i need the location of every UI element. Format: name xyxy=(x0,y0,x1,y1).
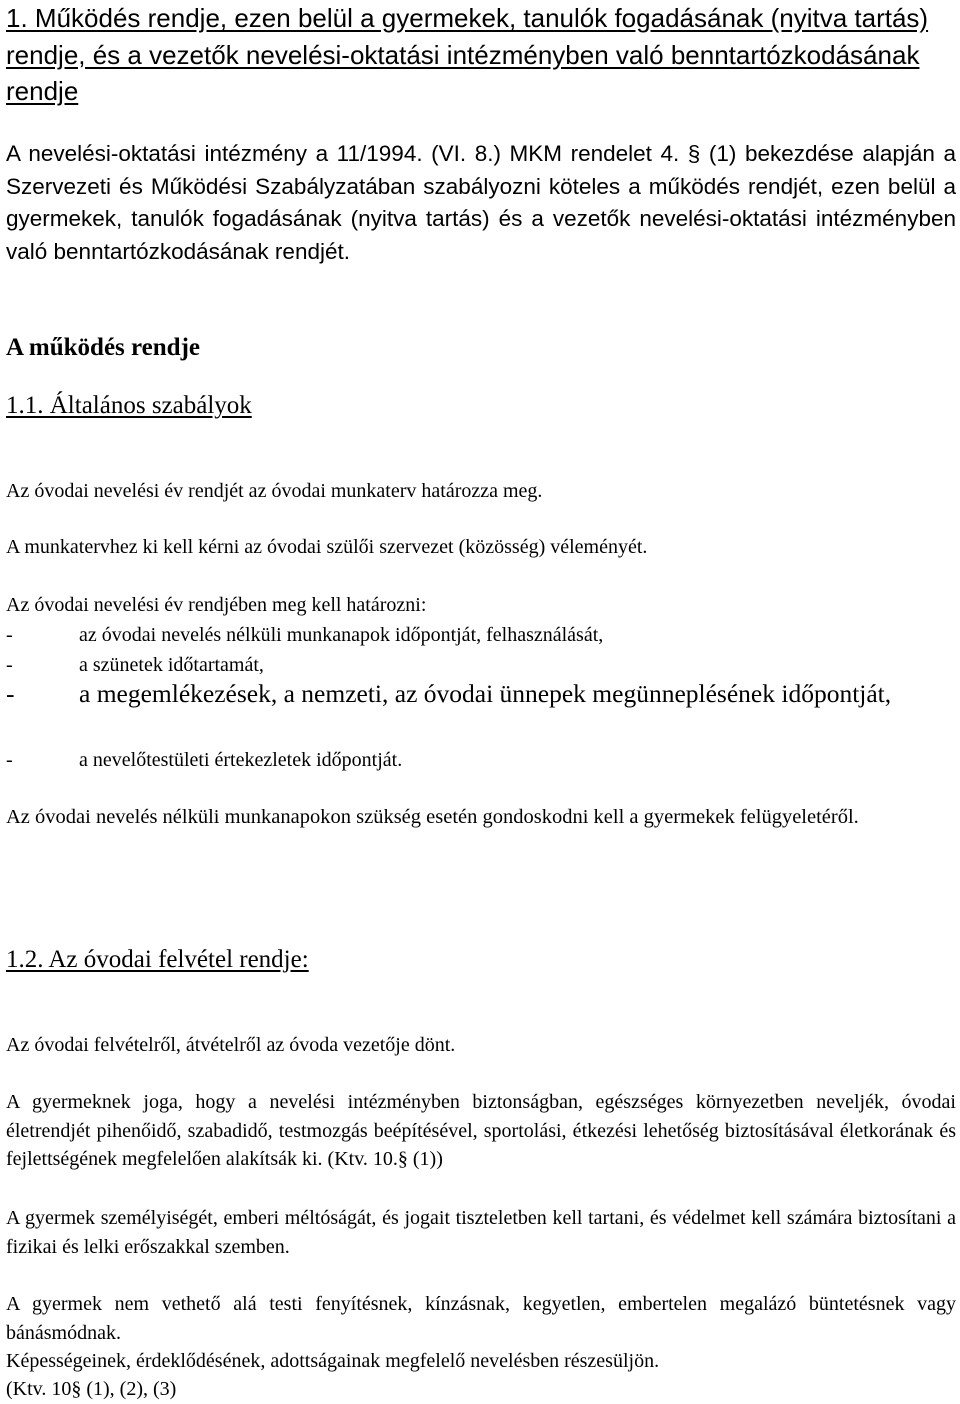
list-item xyxy=(6,650,956,680)
list-dash: - xyxy=(6,749,13,771)
munkaterv-paragraph: Az óvodai nevelési év rendjét az óvodai munkaterv határozza meg. xyxy=(6,480,543,502)
list-item xyxy=(6,620,956,650)
list-item-text: a szünetek időtartamát, xyxy=(79,654,264,676)
list-dash: - xyxy=(6,679,15,708)
subsection-1-2-title: 1.2. Az óvodai felvétel rendje: xyxy=(6,946,309,973)
list-item xyxy=(6,678,956,742)
fenyites-paragraph: A gyermek nem vethető alá testi fenyítésnek, kínzásnak, kegyetlen, embertelen megalázó büntetésnek vagy bánásmódnak. xyxy=(6,1293,956,1344)
section-title: A működés rendje xyxy=(6,334,201,361)
jog-paragraph: A gyermeknek joga, hogy a nevelési intézményben biztonságban, egészséges környezetben neveljék, óvodai életrendjét pihenőidő, szabadidő, testmozgás beépítésével, sportolási, étkezési lehetőség biztosításával életkorának és fejlettségének megfelelően alakítsák ki. (Ktv. 10.§ (1)) xyxy=(6,1091,956,1170)
szemelyiseg-paragraph: A gyermek személyiségét, emberi méltóságát, és jogait tiszteletben kell tartani, és védelmet kell számára biztosítani a fizikai és lelki erőszakkal szemben. xyxy=(6,1207,956,1258)
list-dash: - xyxy=(6,654,13,676)
list-item xyxy=(6,745,956,775)
kepessegek-paragraph: Képességeinek, érdeklődésének, adottságainak megfelelő nevelésben részesüljön. xyxy=(6,1350,660,1372)
list-item-text: az óvodai nevelés nélküli munkanapok időpontját, felhasználását, xyxy=(79,624,604,646)
intro-paragraph: A nevelési-oktatási intézmény a 11/1994. (VI. 8.) MKM rendelet 4. § (1) bekezdése alapján a Szervezeti és Működési Szabályzatában szabályozni köteles a működés rendjét, ezen belül a gyermekek, tanulók fogadásának (nyitva tartás) és a vezetők nevelési-oktatási intézményben való benntartózkodásának rendjét. xyxy=(6,141,956,264)
list-intro-paragraph: Az óvodai nevelési év rendjében meg kell határozni: xyxy=(6,594,427,616)
list-item-text: a megemlékezések, a nemzeti, az óvodai ünnepek megünneplésének időpontját, xyxy=(79,679,892,708)
subsection-1-1-title: 1.1. Általános szabályok xyxy=(6,392,252,419)
felvetel-paragraph: Az óvodai felvételről, átvételről az óvoda vezetője dönt. xyxy=(6,1034,456,1056)
felugyelet-paragraph: Az óvodai nevelés nélküli munkanapokon szükség esetén gondoskodni kell a gyermekek felügyeletéről. xyxy=(6,806,859,828)
main-heading: 1. Működés rendje, ezen belül a gyermekek, tanulók fogadásának (nyitva tartás) rendje, és a vezetők nevelési-oktatási intézményben való benntartózkodásának rendje xyxy=(6,3,929,106)
velemeny-paragraph: A munkatervhez ki kell kérni az óvodai szülői szervezet (közösség) véleményét. xyxy=(6,536,648,558)
list-dash: - xyxy=(6,624,13,646)
ktv-reference: (Ktv. 10§ (1), (2), (3) xyxy=(6,1378,177,1400)
list-item-text: a nevelőtestületi értekezletek időpontját. xyxy=(79,749,403,771)
